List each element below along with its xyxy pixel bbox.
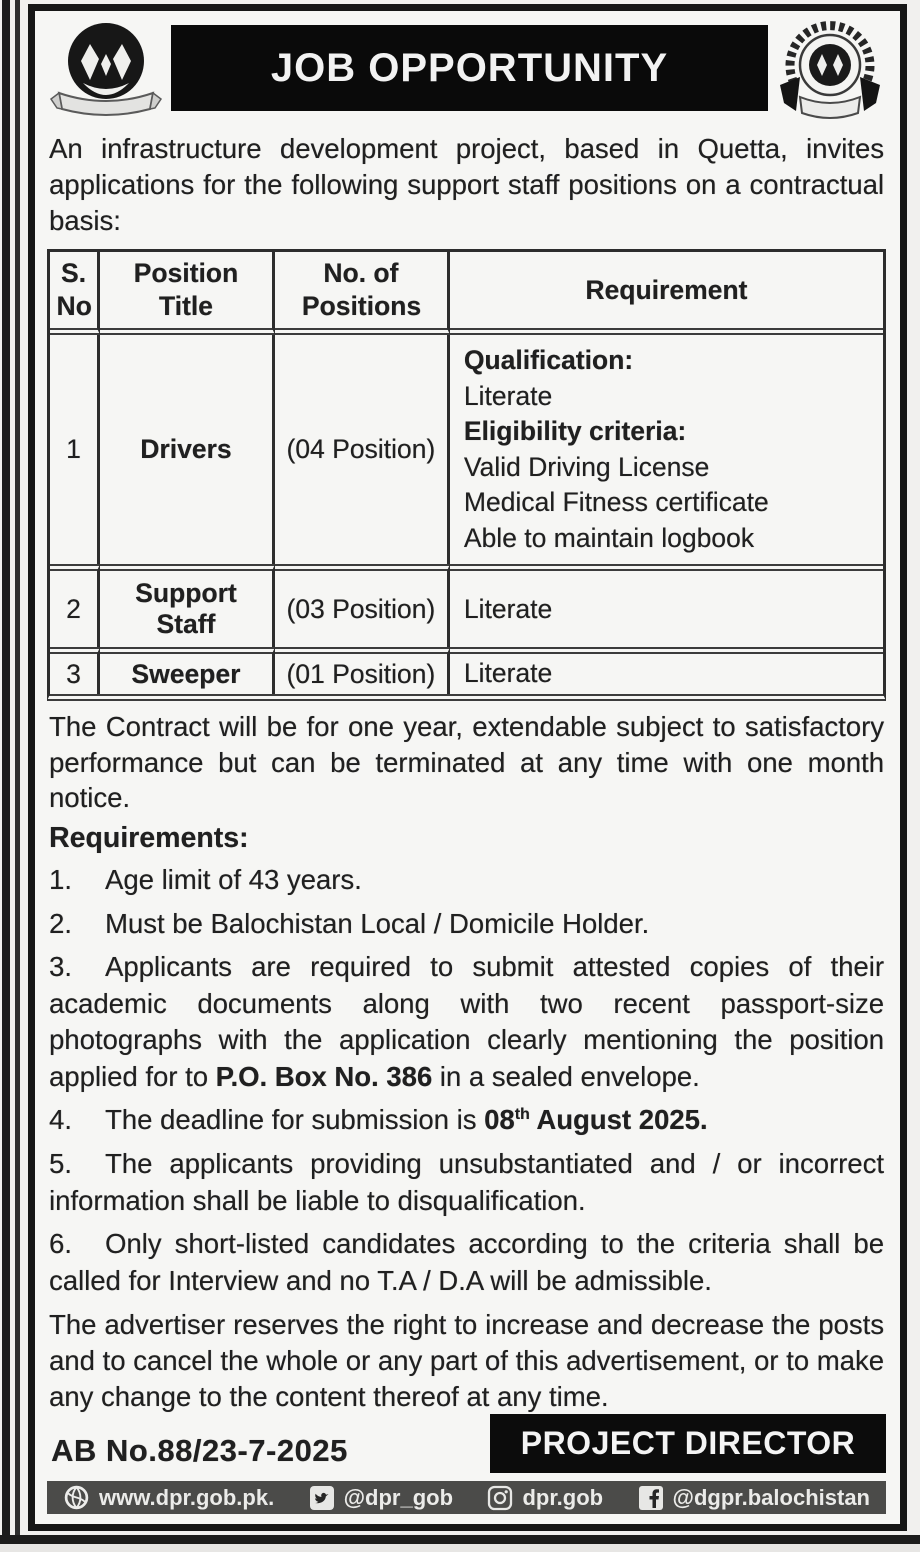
instagram-icon [487,1485,513,1511]
table-row-sweeper [50,647,883,694]
newspaper-column-rule-left-outer [2,0,10,1552]
list-number: 5. [49,1147,72,1179]
eligibility-item: Valid Driving License [463,451,710,482]
project-director-box: PROJECT DIRECTOR [490,1414,886,1473]
requirement-item-3: 3. Applicants are required to submit attested copies of their academic documents along with two recent passport-size photographs with the application clearly mentioning the position applied for to P.O. Box No. 386 in a sealed envelope. [49,951,884,1092]
cell-position-title: Sweeper [100,647,275,694]
requirement-item-5: 5. The applicants providing unsubstantiated and / or incorrect information shall be liable to disqualification. [49,1147,884,1216]
cell-positions-count: (03 Position) [275,564,450,647]
eligibility-item: Able to maintain logbook [463,522,755,553]
header-no-of-positions: No. of Positions [275,252,450,335]
job-advertisement-frame [28,4,907,1531]
cell-position-title: Drivers [100,335,275,564]
cell-positions-count: (04 Position) [275,335,450,564]
list-number: 4. [49,1104,72,1136]
eligibility-label: Eligibility criteria: [463,416,687,447]
eligibility-item: Medical Fitness certificate [463,487,769,518]
cell-requirement: Literate [450,564,883,647]
requirement-item-2: 2. Must be Balochistan Local / Domicile Holder. [49,906,884,943]
facebook-icon [638,1485,664,1511]
table-header-row [50,252,883,335]
newspaper-rule-bottom [0,1535,920,1544]
newspaper-column-rule-left-inner [15,0,20,1552]
qualification-value: Literate [463,380,553,411]
globe-icon [63,1484,90,1511]
website-url: www.dpr.gob.pk. [99,1484,275,1510]
deadline-date: 08th August 2025. [484,1104,708,1136]
ab-reference-number: AB No.88/23-7-2025 [51,1433,348,1469]
dpr-social-bar [47,1481,886,1514]
instagram-handle: dpr.gob [522,1484,604,1510]
twitter-item [309,1485,453,1511]
page-bottom-strip [0,1544,920,1552]
list-number: 2. [49,907,72,939]
twitter-handle: @dpr_gob [343,1484,454,1510]
header-requirement: Requirement [450,252,883,335]
list-number: 1. [49,864,72,896]
requirement-item-1: 1. Age limit of 43 years. [49,862,884,899]
po-box-number: P.O. Box No. 386 [215,1060,433,1092]
cell-positions-count: (01 Position) [275,647,450,694]
requirement-item-6: 6. Only short-listed candidates according to the criteria shall be called for Interview and no T.A / D.A will be admissible. [49,1228,884,1296]
cell-sno: 2 [50,564,100,647]
instagram-item [487,1485,603,1511]
qualification-label: Qualification: [463,345,634,376]
government-emblem-left-icon [47,19,165,121]
positions-table [47,249,886,701]
twitter-icon [309,1485,335,1511]
dgpr-emblem-right-icon [774,19,886,121]
cell-requirement [450,335,883,564]
intro-paragraph: An infrastructure development project, based in Quetta, invites applications for the following support staff positions on a contractual basis: [49,133,884,237]
contract-note-paragraph: The Contract will be for one year, extendable subject to satisfactory performance but can be terminated at any time with one month notice. [49,710,884,814]
table-row-drivers [50,335,883,564]
cell-sno: 1 [50,335,100,564]
facebook-handle: @dgpr.balochistan [672,1484,870,1510]
page-title: JOB OPPORTUNITY [270,45,669,90]
website-item [63,1484,274,1511]
job-opportunity-title-bar [171,25,768,111]
cell-sno: 3 [50,647,100,694]
masthead [47,19,886,121]
list-number: 3. [49,951,72,983]
table-row-support-staff [50,564,883,647]
header-sno: S. No [50,252,100,335]
disclaimer-paragraph: The advertiser reserves the right to increase and decrease the posts and to cancel the whole or any part of this advertisement, or to make any change to the content thereof at any time. [49,1309,884,1412]
requirements-heading: Requirements: [49,822,249,855]
signature-row [47,1414,886,1473]
facebook-item [638,1485,870,1511]
header-position-title: Position Title [100,252,275,335]
requirement-item-4: 4. The deadline for submission is 08th August 2025. [49,1102,884,1139]
cell-position-title: Support Staff [100,564,275,647]
cell-requirement: Literate [450,647,883,694]
list-number: 6. [49,1228,72,1260]
